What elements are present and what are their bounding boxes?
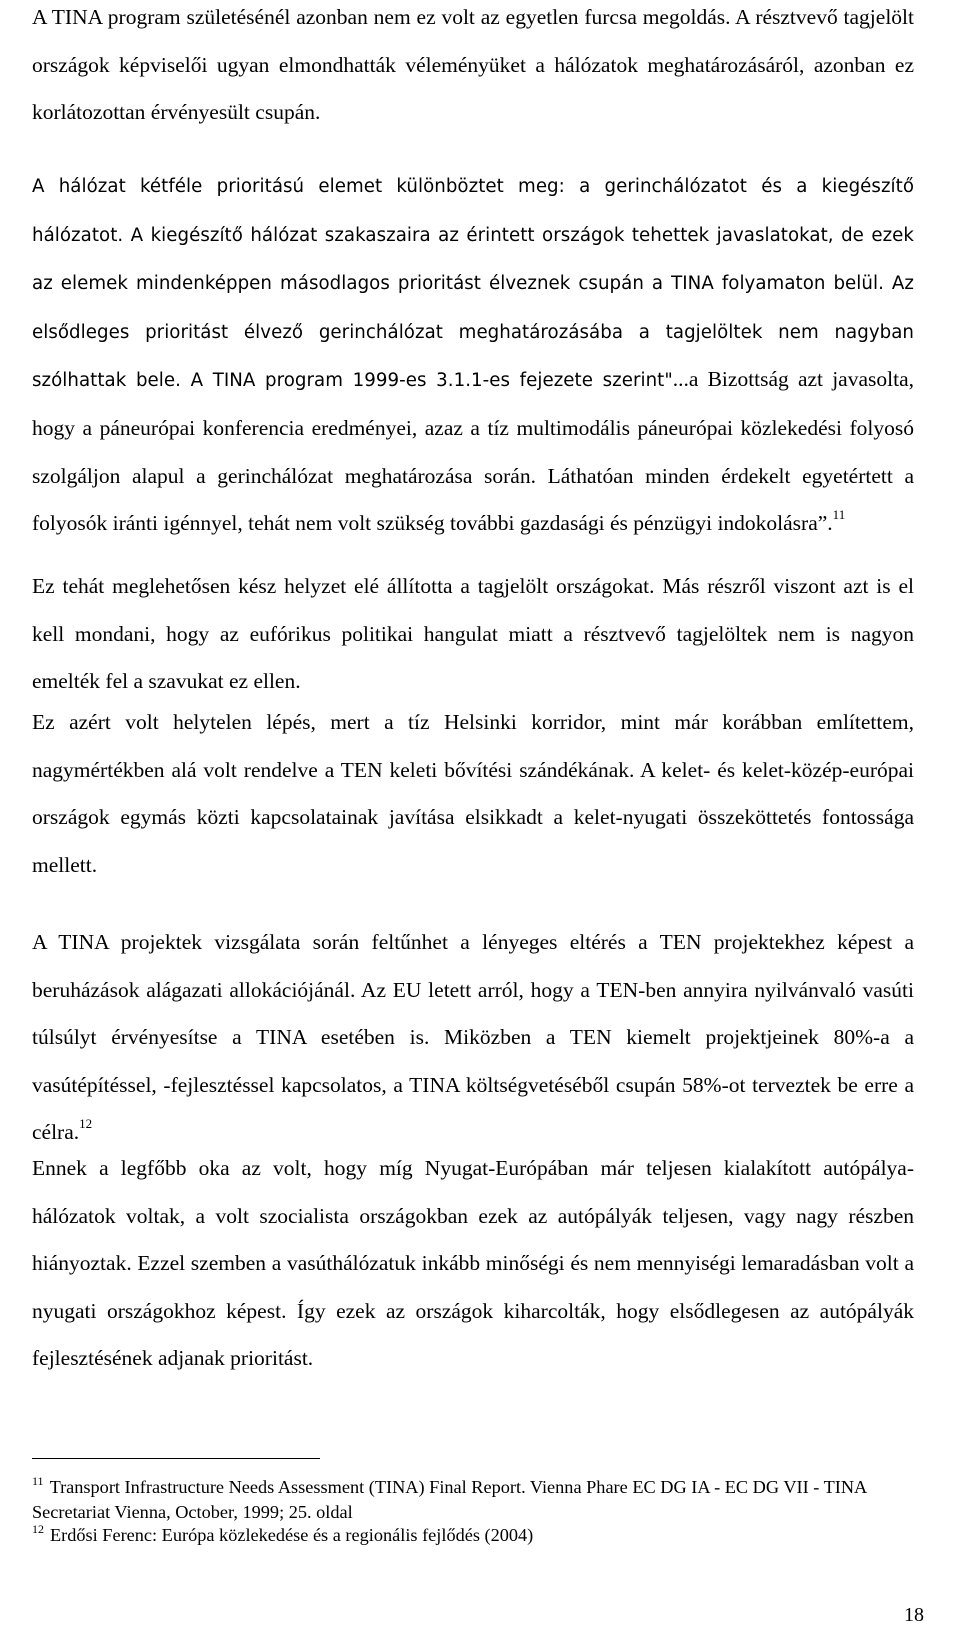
footnote-12-number: 12 (32, 1522, 44, 1536)
paragraph-5-body: A TINA projektek vizsgálata során feltűnhet a lényeges eltérés a TEN projektekhez képest a beruházások alágazati allokációjánál. Az EU letett arról, hogy a TEN-ben annyira nyilvánvaló vasúti túlsúlyt érvényesítse a TINA esetében is. Miközben a TEN kiemelt projektjeinek 80%-a a vasútépítéssel, -fejlesztéssel kapcsolatos, a TINA költségvetéséből csupán 58%-ot terveztek be erre a célra. (32, 930, 914, 1145)
paragraph-1 (32, 0, 914, 137)
page-number: 18 (904, 1604, 924, 1626)
footnote-11 (32, 1476, 914, 1524)
footnote-ref-12[interactable]: 12 (79, 1116, 93, 1132)
footnote-separator (32, 1458, 320, 1459)
paragraph-2 (32, 162, 914, 548)
paragraph-5 (32, 919, 914, 1157)
footnote-12-text: Erdősi Ferenc: Európa közlekedése és a regionális fejlődés (2004) (50, 1525, 534, 1545)
paragraph-6-text: Ennek a legfőbb oka az volt, hogy míg Nyugat-Európában már teljesen kialakított autópálya-hálózatok voltak, a volt szocialista országokban ezek az autópályák teljesen, vagy nagy részben hiányoztak. Ezzel szemben a vasúthálózatuk inkább minőségi és nem mennyiségi lemaradásban volt a nyugati országokhoz képest. Így ezek az országok kiharcolták, hogy elsődlegesen az autópályák fejlesztésének adjanak prioritást. (32, 1156, 914, 1371)
paragraph-3-text: Ez tehát meglehetősen kész helyzet elé állította a tagjelölt országokat. Más részről viszont azt is el kell mondani, hogy az eufórikus politikai hangulat miatt a résztvevő tagjelöltek nem is nagyon emelték fel a szavukat ez ellen. (32, 574, 914, 694)
paragraph-3 (32, 563, 914, 706)
paragraph-4-text: Ez azért volt helytelen lépés, mert a tíz Helsinki korridor, mint már korábban említettem, nagymértékben alá volt rendelve a TEN keleti bővítési szándékának. A kelet- és kelet-közép-európai országok egymás közti kapcsolatainak javítása elsikkadt a kelet-nyugati összeköttetés fontossága mellett. (32, 710, 914, 877)
paragraph-2-sans-part: A hálózat kétféle prioritású elemet különböztet meg: a gerinchálózatot és a kiegészítő hálózatot. A kiegészítő hálózat szakaszaira az érintett országok tehettek javaslatokat, de ezek az elemek mindenképpen másodlagos prioritást élveznek csupán a TINA folyamaton belül. Az elsődleges prioritást élvező gerinchálózat meghatározásába a tagjelöltek nem nagyban szólhattak bele. A TINA program 1999-es 3.1.1-es fejezete szerint" (32, 176, 914, 392)
paragraph-2-text (32, 162, 914, 548)
paragraph-4 (32, 699, 914, 889)
paragraph-1-text: A TINA program születésénél azonban nem ez volt az egyetlen furcsa megoldás. A résztvevő tagjelölt országok képviselői ugyan elmondhatták véleményüket a hálózatok meghatározásáról, azonban ez korlátozottan érvényesült csupán. (32, 5, 914, 125)
footnote-12 (32, 1524, 914, 1549)
footnote-11-number: 11 (32, 1474, 44, 1488)
footnote-11-text: Transport Infrastructure Needs Assessment (TINA) Final Report. Vienna Phare EC DG IA - EC DG VII - TINA Secretariat Vienna, October, 1999; 25. oldal (32, 1477, 867, 1522)
paragraph-5-text (32, 919, 914, 1157)
paragraph-6 (32, 1145, 914, 1383)
paragraph-2-quote-part: ...a Bizottság azt javasolta, hogy a páneurópai konferencia eredményei, azaz a tíz multimodális páneurópai közlekedési folyosó szolgáljon alapul a gerinchálózat meghatározása során. Láthatóan minden érdekelt egyetértett a folyosók iránti igénnyel, tehát nem volt szükség további gazdasági és pénzügyi indokolásra”. (32, 367, 914, 536)
footnotes (32, 1476, 914, 1549)
footnote-ref-11[interactable]: 11 (832, 507, 846, 523)
